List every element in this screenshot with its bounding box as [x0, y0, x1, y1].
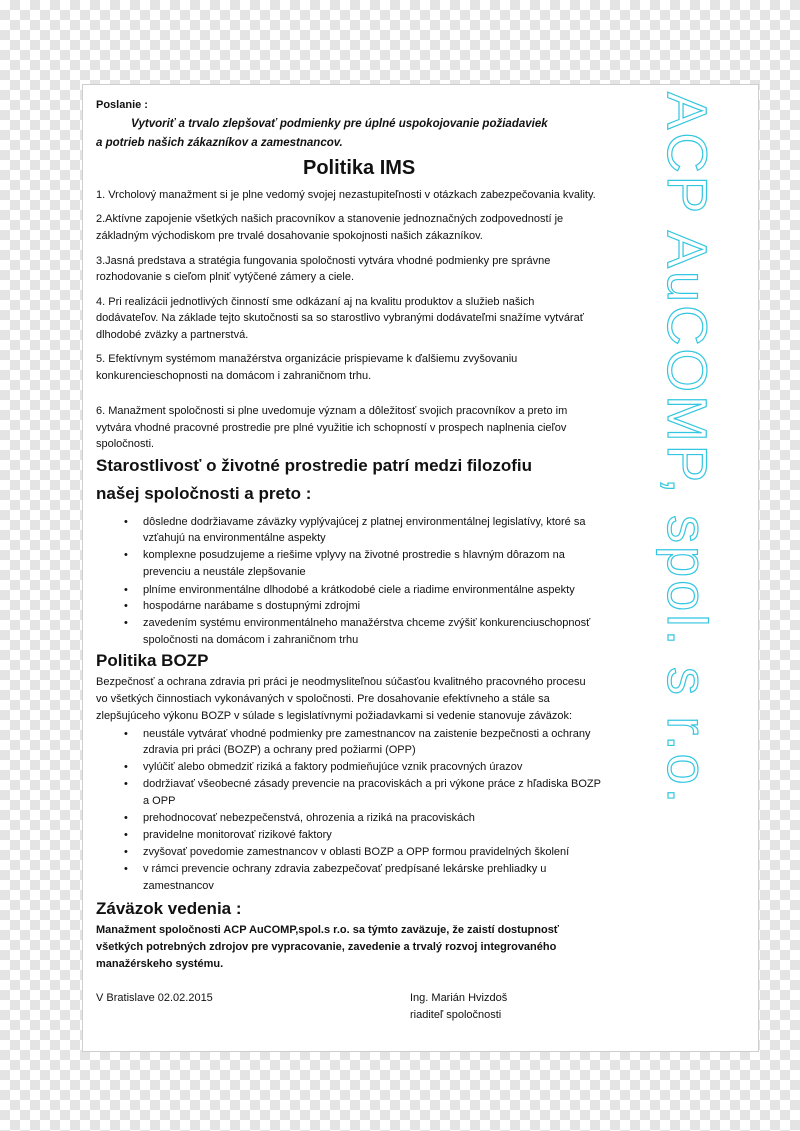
commitment-line-2: všetkých potrebných zdrojov pre vypracovanie, zavedenie a trvalý rozvoj integrovaného [96, 941, 557, 953]
ims-point-6c: spoločnosti. [96, 438, 155, 450]
bozp-bullet-3a: dodržiavať všeobecné zásady prevencie na pracoviskách a pri výkone práce z hľadiska BOZP [143, 778, 601, 790]
signatory-role: riaditeľ spoločnosti [410, 1009, 502, 1021]
bullet-icon: • [124, 549, 128, 561]
ims-point-2b: základným východiskom pre trvalé dosahovanie spokojnosti našich zákazníkov. [96, 230, 483, 242]
bozp-intro-3: zlepšujúceho výkonu BOZP v súlade s legislatívnymi požiadavkami si vedenie stanovuje záväzok: [96, 710, 573, 722]
env-bullet-1a: dôsledne dodržiavame záväzky vyplývajúcej z platnej environmentálnej legislatívy, ktoré sa [143, 516, 586, 528]
mission-line-2: a potrieb našich zákazníkov a zamestnancov. [96, 137, 343, 149]
env-bullet-4: hospodárne narábame s dostupnými zdrojmi [143, 600, 361, 612]
env-bullet-2a: komplexne posudzujeme a riešime vplyvy na životné prostredie s hlavným dôrazom na [143, 549, 565, 561]
bullet-icon: • [124, 600, 128, 612]
bozp-bullet-1a: neustále vytvárať vhodné podmienky pre zamestnancov na zaistenie bezpečnosti a ochrany [143, 728, 591, 740]
ims-point-5a: 5. Efektívnym systémom manažérstva organizácie prispievame k ďalšiemu zvyšovaniu [96, 353, 518, 365]
env-bullet-5b: spoločnosti na domácom i zahraničnom trhu [143, 634, 359, 646]
commitment-line-3: manažérskeho systému. [96, 958, 224, 970]
commitment-line-1: Manažment spoločnosti ACP AuCOMP,spol.s r.o. sa týmto zaväzuje, že zaistí dostupnosť [96, 924, 560, 936]
bullet-icon: • [124, 846, 128, 858]
bozp-bullet-7b: zamestnancov [143, 880, 214, 892]
env-bullet-3: plníme environmentálne dlhodobé a krátkodobé ciele a riadime environmentálne aspekty [143, 584, 575, 596]
ims-point-5b: konkurencieschopnosti na domácom i zahraničnom trhu. [96, 370, 372, 382]
bozp-bullet-1b: zdravia pri práci (BOZP) a ochrany pred požiarmi (OPP) [143, 744, 416, 756]
bozp-bullet-5: pravidelne monitorovať rizikové faktory [143, 829, 332, 841]
env-heading-2: našej spoločnosti a preto : [96, 484, 312, 503]
bozp-title: Politika BOZP [96, 651, 209, 670]
signatory-name: Ing. Marián Hvizdoš [410, 992, 508, 1004]
bullet-icon: • [124, 863, 128, 875]
bozp-intro-2: vo všetkých činnostiach vykonávaných v spoločnosti. Pre dosahovanie efektívneho a stále sa [96, 693, 550, 705]
ims-point-1: 1. Vrcholový manažment si je plne vedomý svojej nezastupiteľnosti v otázkach zabezpečovania kvality. [96, 189, 596, 201]
env-bullet-1b: vzťahujú na environmentálne aspekty [143, 532, 326, 544]
bullet-icon: • [124, 778, 128, 790]
bullet-icon: • [124, 584, 128, 596]
bozp-bullet-3b: a OPP [143, 795, 176, 807]
bullet-icon: • [124, 728, 128, 740]
ims-point-2a: 2.Aktívne zapojenie všetkých našich pracovníkov a stanovenie jednoznačných zodpovedností je [96, 213, 564, 225]
company-watermark: ACP AuCOMP, spol. s r.o. [656, 92, 719, 807]
bozp-intro-1: Bezpečnosť a ochrana zdravia pri práci je neodmysliteľnou súčasťou kvalitného pracovného procesu [96, 676, 586, 688]
mission-label: Poslanie : [96, 99, 148, 111]
bozp-bullet-6: zvyšovať povedomie zamestnancov v oblasti BOZP a OPP formou pravidelných školení [143, 846, 570, 858]
commitment-title: Záväzok vedenia : [96, 899, 242, 918]
bullet-icon: • [124, 829, 128, 841]
ims-point-6b: vytvára vhodné pracovné prostredie pre plné využitie ich schopností v prospech naplnenia cieľov [96, 422, 567, 434]
env-bullet-5a: zavedením systému environmentálneho manažérstva chceme zvýšiť konkurenciuschopnosť [143, 617, 591, 629]
bullet-icon: • [124, 761, 128, 773]
bozp-bullet-2: vylúčiť alebo obmedziť riziká a faktory podmieňujúce vznik pracovných úrazov [143, 761, 523, 773]
bozp-bullet-7a: v rámci prevencie ochrany zdravia zabezpečovať predpísané lekárske prehliadky u [143, 863, 547, 875]
bullet-icon: • [124, 617, 128, 629]
env-bullet-2b: prevenciu a neustále zlepšovanie [143, 566, 306, 578]
bullet-icon: • [124, 516, 128, 528]
ims-point-4c: dlhodobé zväzky a partnerstvá. [96, 329, 249, 341]
ims-point-3b: rozhodovanie s cieľom plniť vytýčené zámery a ciele. [96, 271, 355, 283]
ims-point-4b: dodávateľov. Na základe tejto skutočnosti sa so starostlivo vybranými dodávateľmi snažíme vytvárať [96, 312, 584, 324]
ims-point-3a: 3.Jasná predstava a stratégia fungovania spoločnosti vytvára vhodné podmienky pre správne [96, 255, 551, 267]
ims-title: Politika IMS [303, 157, 416, 179]
bullet-icon: • [124, 812, 128, 824]
place-date: V Bratislave 02.02.2015 [96, 992, 213, 1004]
mission-line-1: Vytvoriť a trvalo zlepšovať podmienky pre úplné uspokojovanie požiadaviek [131, 118, 548, 130]
ims-point-4a: 4. Pri realizácii jednotlivých činností sme odkázaní aj na kvalitu produktov a služieb našich [96, 296, 535, 308]
bozp-bullet-4: prehodnocovať nebezpečenstvá, ohrozenia a riziká na pracoviskách [143, 812, 475, 824]
env-heading-1: Starostlivosť o životné prostredie patrí medzi filozofiu [96, 456, 533, 475]
ims-point-6a: 6. Manažment spoločnosti si plne uvedomuje význam a dôležitosť svojich pracovníkov a preto im [96, 405, 568, 417]
